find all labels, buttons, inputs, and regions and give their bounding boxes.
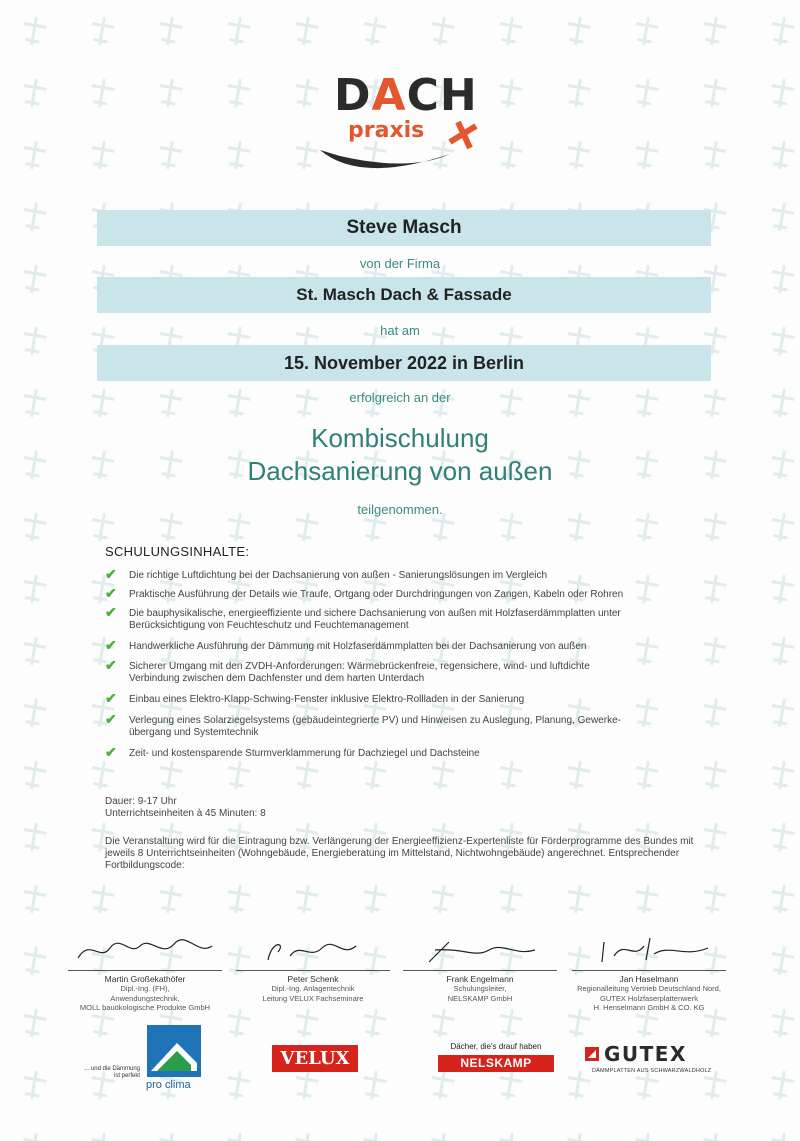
course-title-line-2: Dachsanierung von außen [247,456,553,486]
signatory-name: Jan Haselmann [619,974,679,984]
signature-graphic [238,932,388,968]
signature-block: Jan Haselmann Regionalleitung Vertrieb Deutschland Nord, GUTEX Holzfaserplattenwerk H. Henselmann GmbH & CO. KG [564,932,734,1013]
company-intro: von der Firma [359,256,441,271]
date-place: 15. November 2022 in Berlin [97,345,711,381]
dach-praxis-logo [300,72,500,182]
signature-graphic [574,932,724,968]
signature-line [403,970,557,971]
check-icon: ✔ [105,744,117,760]
check-icon: ✔ [105,585,117,601]
check-icon: ✔ [105,711,117,727]
list-item: ✔ Die bauphysikalische, energieeffiziente und sichere Dachsanierung von außen mit Holzfaserdämmplatten unter Berücksichtigung von Feuchteschutz und Feuchtemanagement [105,604,621,631]
signature-block: Frank Engelmann Schulungsleiter, NELSKAMP GmbH [395,932,565,1003]
signature-line [68,970,222,971]
logo-letter: D [334,70,372,121]
check-icon: ✔ [105,566,117,582]
signature-line [572,970,726,971]
date-intro: hat am [380,323,420,338]
participant-name: Steve Masch [97,210,711,246]
list-item: ✔ Praktische Ausführung der Details wie Traufe, Ortgang oder Durchdringungen von Zangen, Kabeln oder Rohren [105,585,624,601]
signatory-name: Frank Engelmann [446,974,514,984]
accreditation-paragraph: Die Veranstaltung wird für die Eintragung bzw. Verlängerung der Energieeffizienz-Expertenliste für Förderprogramme des Bundes mit jeweils 8 Unterrichtseinheiten (Wohngebäude, Energieberatung im Mittelstand, Nichtwohngebäude) angerechnet. Entsprechender Fortbildungscode: [105,836,694,871]
check-icon: ✔ [105,657,117,673]
check-icon: ✔ [105,690,117,706]
list-item: ✔ Handwerkliche Ausführung der Dämmung mit Holzfaserdämmplatten bei der Dachsanierung von außen [105,637,587,653]
gutex-mark-icon [584,1046,600,1062]
signature-line [236,970,390,971]
check-icon: ✔ [105,637,117,653]
success-line: erfolgreich an der [349,390,451,405]
course-title-line-1: Kombischulung [311,423,489,453]
teaching-units: Unterrichtseinheiten à 45 Minuten: 8 [105,808,266,819]
gutex-tagline: DÄMMPLATTEN AUS SCHWARZWALDHOLZ [592,1068,712,1074]
contents-heading: SCHULUNGSINHALTE: [105,544,250,559]
list-item: ✔ Zeit- und kostensparende Sturmverklammerung für Dachziegel und Dachsteine [105,744,480,760]
proclima-name: pro clima [146,1079,191,1091]
proclima-tagline: ... und die Dämmung ist perfekt [84,1066,140,1079]
signatory-name: Martin Großekathöfer [104,974,186,984]
signature-block: Peter Schenk Dipl.-Ing. Anlagentechnik Leitung VELUX Fachseminare [228,932,398,1003]
proclima-logo-icon [147,1025,201,1077]
list-item: ✔ Verlegung eines Solarziegelsystems (gebäudeintegrierte PV) und Hinweisen zu Auslegung, Planung, Gewerke- übergang und Systemtechnik [105,711,621,738]
nelskamp-logo: NELSKAMP [438,1055,554,1072]
list-item: ✔ Einbau eines Elektro-Klapp-Schwing-Fenster inklusive Elektro-Rollladen in der Sanierung [105,690,525,706]
signature-block: Martin Großekathöfer Dipl.-Ing. (FH), Anwendungstechnik, MOLL bauökologische Produkte GmbH [60,932,230,1013]
velux-logo: VELUX [272,1045,358,1072]
participated-line: teilgenommen. [357,502,443,517]
list-item: ✔ Sicherer Umgang mit den ZVDH-Anforderungen: Wärmebrückenfreie, regensichere, wind- und luftdichte Verbindung zwischen dem Dachfenster und dem harten Unterdach [105,657,590,684]
signatory-name: Peter Schenk [287,974,339,984]
logo-letter-accent: A [371,70,407,121]
contents-list [105,566,695,760]
signature-graphic [70,932,220,968]
company-name: St. Masch Dach & Fassade [97,277,711,313]
list-item: ✔ Die richtige Luftdichtung bei der Dachsanierung von außen - Sanierungslösungen im Vergleich [105,566,548,582]
signature-graphic [405,932,555,968]
logo-sub: praxis [348,118,425,143]
gutex-logo: GUTEX [604,1042,687,1066]
check-icon: ✔ [105,604,117,620]
logo-letters: CH [406,70,478,121]
nelskamp-tagline: Dächer, die's drauf haben [450,1042,542,1051]
duration: Dauer: 9-17 Uhr [105,796,177,807]
